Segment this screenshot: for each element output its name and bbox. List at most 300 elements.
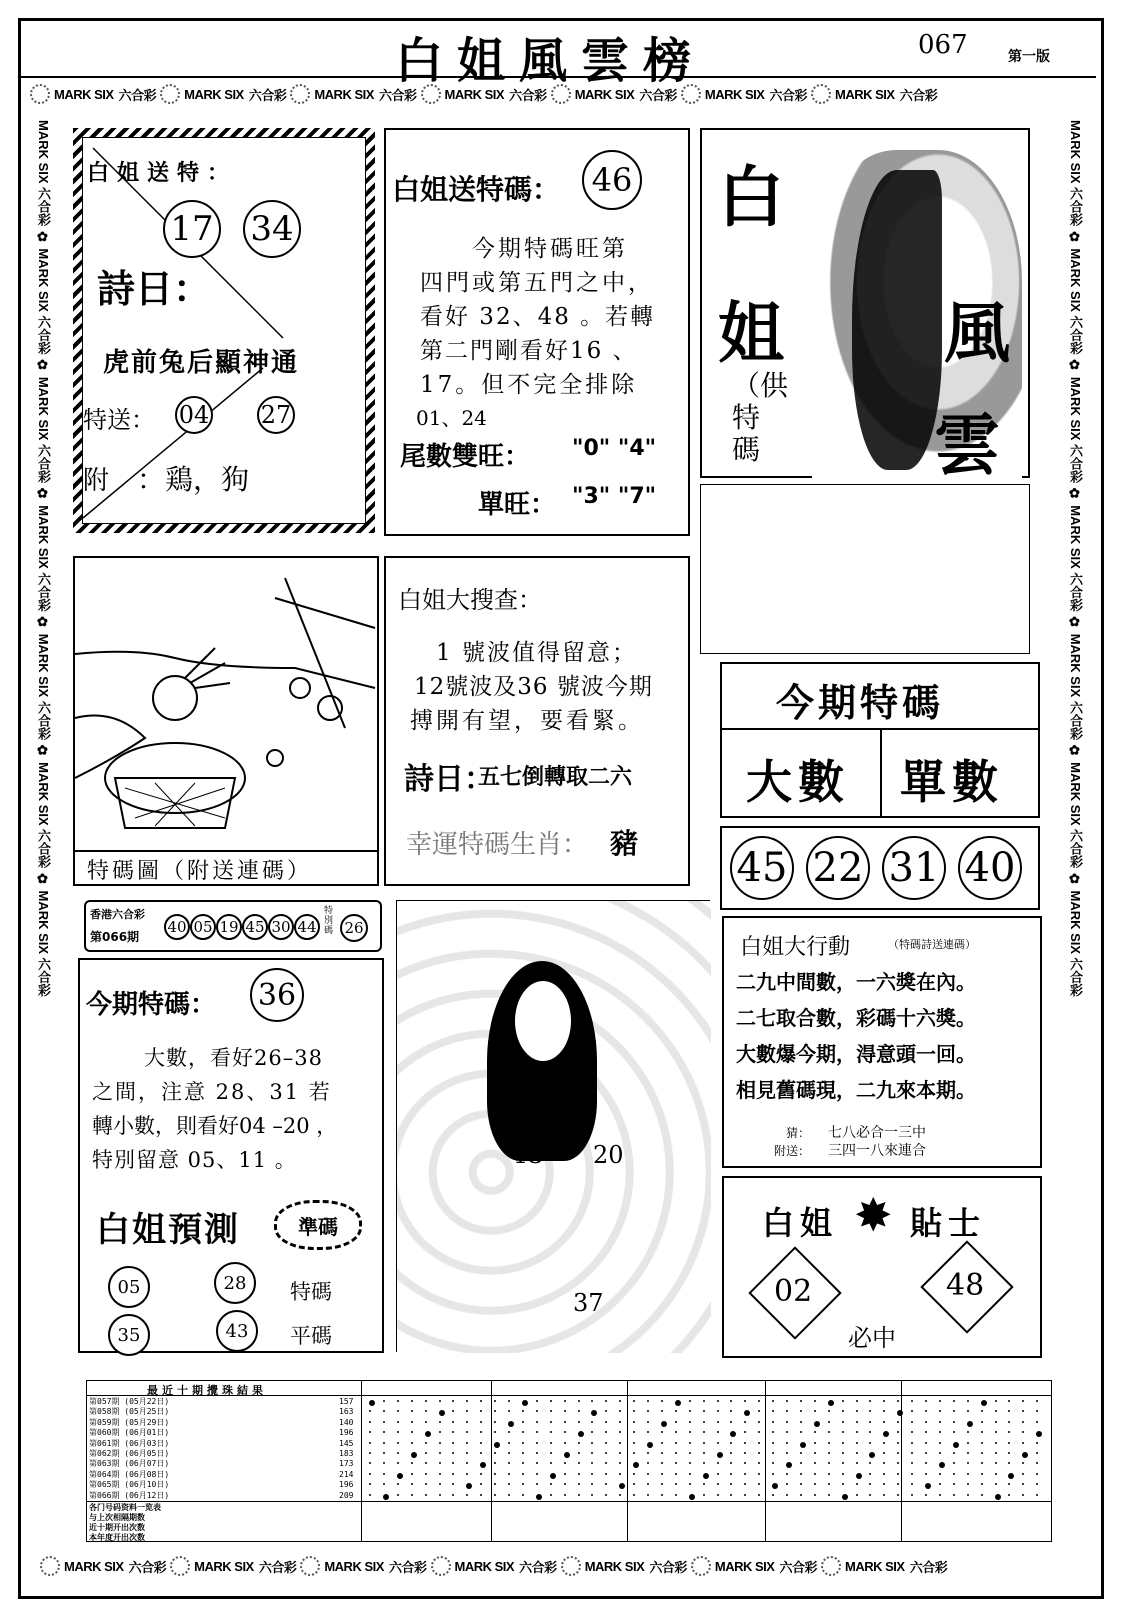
jinqi-title: 今期特碼 [776, 681, 945, 725]
grid-dot [397, 1462, 399, 1464]
tema-box [384, 128, 690, 536]
grid-dot [717, 1442, 719, 1444]
grid-dot [1036, 1473, 1038, 1475]
grid-dot [494, 1421, 496, 1423]
grid-dot [383, 1400, 385, 1402]
grid-dot [786, 1473, 788, 1475]
grid-dot [758, 1400, 760, 1402]
grid-dot [619, 1431, 621, 1433]
grid-dot [828, 1442, 830, 1444]
banner-mark-six: MARK SIX [1068, 633, 1083, 698]
table-row-sum: 140 [339, 1417, 354, 1427]
grid-dot [550, 1410, 552, 1412]
table-row [89, 1470, 361, 1480]
grid-dot [411, 1421, 413, 1423]
grid-dot [883, 1452, 885, 1454]
grid-dot [953, 1421, 955, 1423]
banner-liuhecai: 六合彩 [1068, 957, 1083, 997]
grid-dot [425, 1410, 427, 1412]
grid-dot [842, 1483, 844, 1485]
grid-dot [522, 1400, 528, 1406]
grid-dot [772, 1410, 774, 1412]
grid-dot [981, 1400, 987, 1406]
table-row-sum: 183 [339, 1449, 354, 1458]
grid-dot [981, 1483, 983, 1485]
grid-dot [578, 1462, 580, 1464]
grid-dot [675, 1410, 677, 1412]
grid-dot [925, 1400, 927, 1402]
grid-dot [425, 1431, 431, 1437]
grid-dot [633, 1462, 639, 1468]
grid-dot [578, 1410, 580, 1412]
grid-dot [369, 1400, 375, 1406]
grid-dot [397, 1483, 399, 1485]
action-guess-label: 猜： [786, 1126, 811, 1140]
grid-dot [911, 1421, 913, 1423]
grid-dot [425, 1494, 427, 1496]
issue-number: 067 [918, 30, 968, 60]
grid-dot [1036, 1483, 1038, 1485]
grid-dot [967, 1421, 973, 1427]
send-special-2 [257, 396, 295, 434]
banner-mark-six: MARK SIX [835, 86, 895, 102]
grid-dot [675, 1483, 677, 1485]
table-row [89, 1480, 361, 1490]
grid-dot [675, 1421, 677, 1423]
grid-dot [1008, 1462, 1010, 1464]
banner-mark-six: MARK SIX [194, 1558, 254, 1574]
banner-liuhecai: 六合彩 [1068, 572, 1083, 612]
grid-dot [397, 1431, 399, 1433]
banner-mark-six: MARK SIX [54, 86, 114, 102]
banner-liuhecai: 六合彩 [1068, 829, 1083, 869]
grid-dot [981, 1421, 983, 1423]
grid-dot [619, 1452, 621, 1454]
grid-dot [564, 1421, 566, 1423]
grid-dot [1036, 1442, 1038, 1444]
tema-text-4: 第二門剛看好16 、 [420, 338, 638, 364]
grid-dot [522, 1442, 524, 1444]
grid-dot [842, 1462, 844, 1464]
banner-liuhecai: 六合彩 [1068, 444, 1083, 484]
grid-dot [452, 1494, 454, 1496]
photo-box [396, 900, 710, 1352]
grid-dot [578, 1442, 580, 1444]
grid-dot [383, 1462, 385, 1464]
search-title: 白姐大搜查： [398, 586, 542, 614]
grid-dot [939, 1442, 941, 1444]
grid-dot [772, 1452, 774, 1454]
grid-dot [578, 1483, 580, 1485]
action-title: 白姐大行動 [740, 935, 851, 960]
grid-dot [717, 1410, 719, 1412]
grid-dot [744, 1483, 746, 1485]
grid-dot [689, 1410, 691, 1412]
jinqi-num-2-text: 22 [812, 845, 864, 891]
grid-dot [925, 1473, 927, 1475]
grid-dot [369, 1462, 371, 1464]
grid-dot [439, 1462, 441, 1464]
star-icon: ✸ [854, 1188, 893, 1242]
grid-dot [800, 1431, 802, 1433]
grid-dot [633, 1473, 635, 1475]
send-special-1-text: 04 [178, 401, 210, 429]
result-num-2 [190, 914, 216, 940]
hair-shape [852, 170, 942, 470]
grid-dot [717, 1483, 719, 1485]
grid-dot [925, 1410, 927, 1412]
grid-dot [730, 1421, 732, 1423]
predict-row2-num2 [216, 1310, 258, 1352]
grid-dot [995, 1421, 997, 1423]
grid-dot [411, 1483, 413, 1485]
grid-dot [939, 1462, 945, 1468]
grid-dot [744, 1462, 746, 1464]
grid-dot [772, 1431, 774, 1433]
grid-dot [591, 1400, 593, 1402]
grid-dot [828, 1400, 834, 1406]
grid-dot [647, 1452, 649, 1454]
flower-icon [681, 84, 701, 104]
grid-dot [925, 1431, 927, 1433]
banner-mark-six: MARK SIX [36, 376, 51, 441]
grid-dot [814, 1462, 816, 1464]
photo-num-3: 37 [573, 1289, 604, 1317]
grid-dot [995, 1442, 997, 1444]
grid-dot [786, 1400, 788, 1402]
grid-dot [619, 1462, 621, 1464]
grid-dot [647, 1400, 649, 1402]
grid-dot [619, 1442, 621, 1444]
banner-mark-six: MARK SIX [1068, 248, 1083, 312]
tips-num-1: 02 [774, 1274, 813, 1309]
today-num [250, 968, 304, 1022]
grid-dot [1036, 1421, 1038, 1423]
grid-dot [522, 1462, 524, 1464]
grid-dot [383, 1421, 385, 1423]
grid-dot [925, 1462, 927, 1464]
grid-dot [661, 1494, 663, 1496]
grid-dot [605, 1473, 607, 1475]
flower-icon [811, 84, 831, 104]
flower-icon [691, 1556, 711, 1576]
grid-dot [452, 1452, 454, 1454]
banner-mark-six: MARK SIX [444, 86, 505, 102]
table-row-period: 第065期 (06月10日) [89, 1480, 170, 1490]
grid-dot [411, 1473, 413, 1475]
grid-dot [730, 1442, 732, 1444]
blank-box [700, 484, 1030, 654]
grid-dot [633, 1400, 635, 1402]
grid-dot [842, 1473, 844, 1475]
grid-dot [967, 1452, 969, 1454]
grid-dot [508, 1452, 510, 1454]
grid-dot [856, 1494, 858, 1496]
result-label-1: 香港六合彩 [90, 908, 145, 921]
grid-dot [675, 1473, 677, 1475]
grid-dot [439, 1452, 441, 1454]
grid-dot [758, 1442, 760, 1444]
grid-dot [536, 1473, 538, 1475]
grid-dot [522, 1473, 524, 1475]
grid-dot [911, 1494, 913, 1496]
grid-dot [1022, 1410, 1024, 1412]
banner-liuhecai: 六合彩 [1068, 187, 1083, 227]
grid-dot [758, 1431, 760, 1433]
grid-dot [856, 1452, 858, 1454]
table-row-sum: 173 [339, 1459, 354, 1469]
flower-icon [551, 84, 571, 104]
grid-dot [981, 1452, 983, 1454]
grid-dot [675, 1431, 677, 1433]
grid-dot [800, 1421, 802, 1423]
grid-dot [536, 1452, 538, 1454]
tema-text-1: 今期特碼旺第 [472, 236, 628, 262]
grid-dot [1022, 1431, 1024, 1433]
grid-dot [828, 1421, 830, 1423]
grid-dot [452, 1473, 454, 1475]
tema-text-6: 01、24 [416, 406, 487, 430]
bottom-banner [36, 1556, 1086, 1576]
result-num-4-text: 45 [245, 918, 265, 936]
table-row-period: 第059期 (05月29日) [89, 1417, 170, 1427]
grid-dot [689, 1473, 691, 1475]
grid-dot [605, 1421, 607, 1423]
grid-dot [425, 1483, 427, 1485]
grid-dot [466, 1410, 468, 1412]
banner-liuhecai: 六合彩 [36, 444, 51, 484]
banner-mark-six: MARK SIX [454, 1558, 515, 1574]
left-banner: MARK SIX 六合彩 ✿ MARK SIX 六合彩 ✿ MARK SIX 六合彩 ✿ MARK SIX 六合彩 ✿ MARK SIX 六合彩 ✿ MARK SIX 六合彩 ✿ MARK SIX 六合彩 [36, 120, 51, 997]
photo-num-1: 13 [513, 1141, 544, 1169]
grid-dot [772, 1442, 774, 1444]
result-num-6-text: 44 [297, 918, 317, 936]
predict-row1-num2-text: 28 [223, 1272, 247, 1294]
predict-tag [274, 1200, 362, 1250]
table-row-period: 第057期 (05月22日) [89, 1397, 170, 1406]
grid-dot [591, 1442, 593, 1444]
jinqi-right: 單數 [900, 755, 1004, 809]
grid-dot [925, 1494, 927, 1496]
banner-mark-six: MARK SIX [314, 86, 374, 102]
banner-liuhecai: 六合彩 [779, 1559, 818, 1575]
grid-dot [411, 1494, 413, 1496]
banner-liuhecai: 六合彩 [519, 1559, 557, 1575]
grid-dot [369, 1421, 371, 1423]
grid-dot [397, 1494, 399, 1496]
grid-dot [480, 1442, 482, 1444]
result-num-5-text: 30 [271, 918, 291, 936]
grid-dot [480, 1421, 482, 1423]
tema-num [582, 150, 642, 210]
grid-dot [800, 1400, 802, 1402]
send-special-1 [175, 396, 213, 434]
grid-dot [744, 1494, 746, 1496]
grid-dot [397, 1410, 399, 1412]
banner-mark-six: MARK SIX [1068, 120, 1083, 184]
art-char-2: 姐 [718, 295, 784, 372]
table-dot-grid [365, 1397, 1049, 1501]
grid-dot [466, 1431, 468, 1433]
grid-dot [786, 1483, 788, 1485]
grid-dot [730, 1462, 732, 1464]
grid-dot [828, 1494, 830, 1496]
grid-dot [814, 1421, 820, 1427]
grid-dot [425, 1462, 427, 1464]
grid-dot [466, 1483, 472, 1489]
grid-dot [564, 1494, 566, 1496]
tema-single-vals: "3" "7" [572, 484, 657, 509]
grid-dot [591, 1452, 593, 1454]
grid-dot [550, 1431, 552, 1433]
edition-label: 第一版 [1008, 49, 1050, 65]
grid-dot [466, 1452, 468, 1454]
banner-liuhecai: 六合彩 [36, 315, 51, 355]
grid-dot [883, 1421, 885, 1423]
grid-dot [897, 1410, 903, 1416]
flower-icon [431, 1556, 451, 1576]
cartoon-illustration [75, 558, 377, 858]
grid-dot [800, 1483, 802, 1485]
grid-dot [1036, 1431, 1042, 1437]
table-row-period: 第061期 (06月03日) [89, 1438, 170, 1448]
grid-dot [397, 1421, 399, 1423]
grid-dot [647, 1473, 649, 1475]
grid-dot [508, 1410, 510, 1412]
grid-dot [605, 1462, 607, 1464]
grid-dot [439, 1421, 441, 1423]
grid-dot [369, 1442, 371, 1444]
grid-dot [1008, 1452, 1010, 1454]
search-poem-label: 詩日： [404, 762, 494, 797]
grid-dot [550, 1442, 552, 1444]
banner-liuhecai: 六合彩 [36, 187, 51, 227]
result-special-label: 特別碼 [324, 906, 334, 936]
right-banner: MARK SIX 六合彩 ✿ MARK SIX 六合彩 ✿ MARK SIX 六合彩 ✿ MARK SIX 六合彩 ✿ MARK SIX 六合彩 ✿ MARK SIX 六合彩 ✿ MARK SIX 六合彩 [1068, 120, 1083, 997]
grid-dot [494, 1400, 496, 1402]
grid-dot [536, 1410, 538, 1412]
grid-dot [591, 1483, 593, 1485]
grid-dot [953, 1410, 955, 1412]
send-num-2-text: 34 [250, 209, 294, 249]
grid-dot [758, 1473, 760, 1475]
grid-dot [786, 1452, 788, 1454]
grid-dot [633, 1421, 635, 1423]
jinqi-num-3 [882, 836, 946, 900]
grid-dot [911, 1442, 913, 1444]
grid-dot [661, 1410, 663, 1412]
title-art-box [700, 128, 1030, 484]
banner-liuhecai: 六合彩 [509, 87, 547, 103]
search-zodiac: 豬 [610, 827, 639, 860]
grid-dot [494, 1410, 496, 1412]
grid-dot [925, 1452, 927, 1454]
table-row [89, 1449, 361, 1459]
grid-dot [689, 1400, 691, 1402]
grid-dot [536, 1431, 538, 1433]
grid-dot [1022, 1452, 1028, 1458]
grid-dot [536, 1494, 542, 1500]
action-line-3: 大數爆今期，淂意頭一回。 [736, 1042, 976, 1066]
grid-dot [703, 1442, 705, 1444]
grid-dot [856, 1410, 858, 1412]
grid-dot [369, 1431, 371, 1433]
grid-dot [633, 1410, 635, 1412]
grid-dot [995, 1494, 1001, 1500]
grid-dot [411, 1452, 417, 1458]
grid-dot [786, 1462, 792, 1468]
grid-dot [939, 1410, 941, 1412]
grid-dot [717, 1494, 719, 1496]
banner-mark-six: MARK SIX [1068, 376, 1083, 441]
grid-dot [967, 1431, 969, 1433]
banner-mark-six: MARK SIX [584, 1558, 645, 1574]
grid-dot [995, 1452, 997, 1454]
result-num-5 [268, 914, 294, 940]
banner-mark-six: MARK SIX [704, 86, 765, 102]
grid-dot [786, 1442, 788, 1444]
table-row-sum: 145 [339, 1438, 354, 1448]
table-footer-item: 与上次相隔期数 [89, 1512, 145, 1522]
tema-tail-label: 尾數雙旺： [400, 442, 531, 472]
art-char-3: 風 [944, 295, 1010, 372]
flower-icon [561, 1556, 581, 1576]
grid-dot [452, 1442, 454, 1444]
predict-title: 白姐預測 [96, 1210, 240, 1250]
search-line-2: 12號波及36 號波今期 [414, 674, 653, 700]
grid-dot [425, 1442, 427, 1444]
grid-dot [1022, 1483, 1024, 1485]
grid-dot [383, 1473, 385, 1475]
top-banner [26, 84, 1076, 104]
grid-dot [869, 1431, 871, 1433]
grid-dot [397, 1452, 399, 1454]
flower-icon [170, 1556, 190, 1576]
grid-dot [536, 1483, 538, 1485]
grid-dot [981, 1462, 983, 1464]
grid-dot [1008, 1473, 1014, 1479]
search-box [384, 556, 690, 886]
table-row-sum: 157 [339, 1397, 354, 1406]
action-line-1: 二九中間數，一六獎在內。 [736, 970, 976, 994]
table-row-sum: 209 [339, 1490, 354, 1500]
table-row [89, 1407, 361, 1417]
grid-dot [605, 1483, 607, 1485]
grid-dot [786, 1494, 788, 1496]
grid-dot [786, 1421, 788, 1423]
grid-dot [703, 1452, 705, 1454]
table-row-period: 第060期 (06月01日) [89, 1428, 170, 1438]
grid-dot [814, 1400, 816, 1402]
tips-num-2: 48 [946, 1268, 985, 1303]
grid-dot [439, 1483, 441, 1485]
grid-dot [522, 1494, 524, 1496]
grid-dot [605, 1431, 607, 1433]
grid-dot [772, 1421, 774, 1423]
art-paren: （供特碼 [732, 369, 789, 466]
predict-row2-num1 [108, 1314, 150, 1356]
grid-dot [800, 1473, 802, 1475]
action-box [722, 916, 1042, 1168]
grid-dot [814, 1483, 816, 1485]
grid-dot [522, 1421, 524, 1423]
action-attach-label: 附送： [774, 1144, 811, 1158]
grid-dot [369, 1494, 371, 1496]
grid-dot [953, 1483, 955, 1485]
grid-dot [689, 1421, 691, 1423]
today-text-4: 特別留意 05、11 。 [92, 1148, 297, 1172]
grid-dot [564, 1473, 566, 1475]
